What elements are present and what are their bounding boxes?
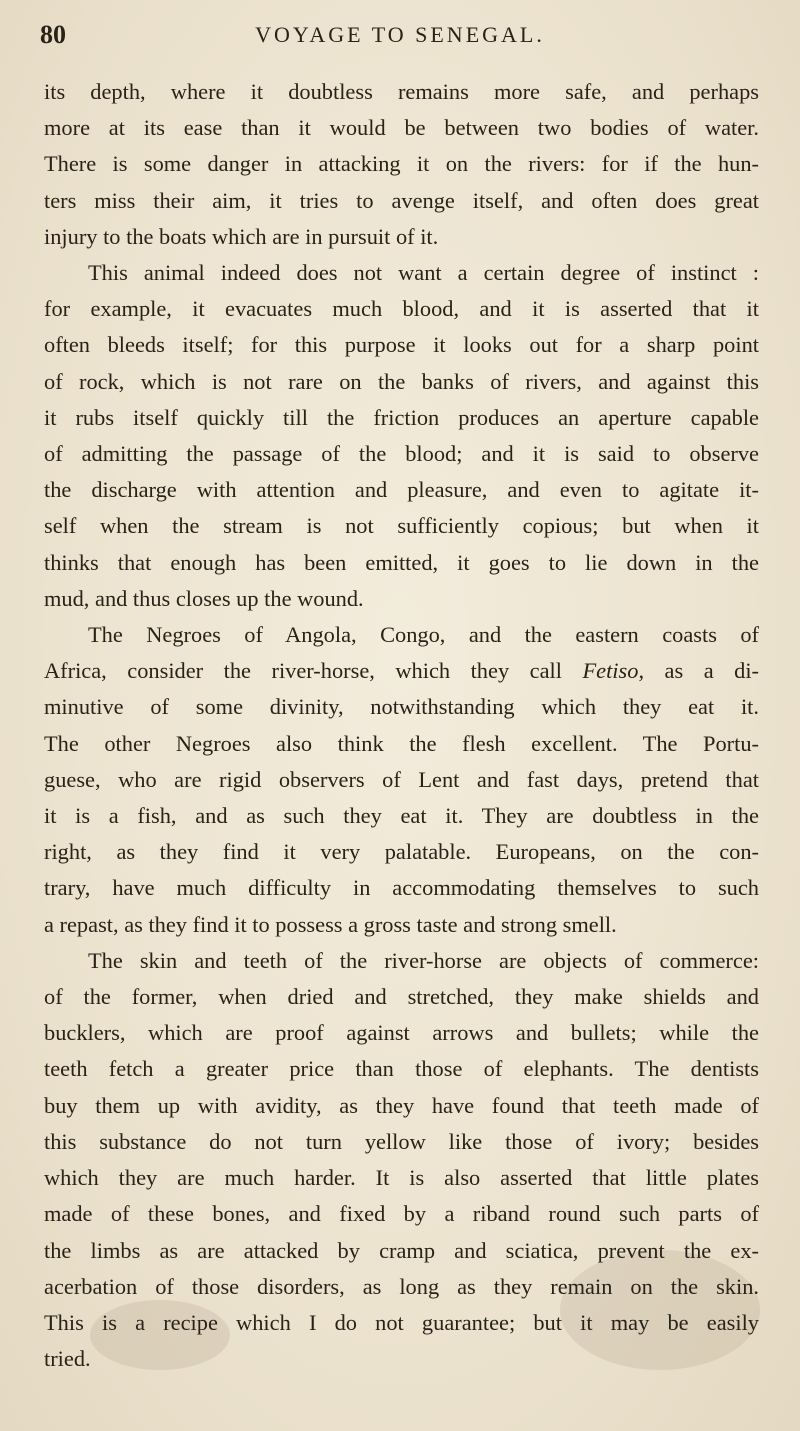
- running-title: VOYAGE TO SENEGAL.: [255, 22, 545, 47]
- text-line: teeth fetch a greater price than those of elephants. The dentists: [44, 1056, 759, 1082]
- text-line: the discharge with attention and pleasure, and even to agitate it-: [44, 477, 759, 503]
- text-line: There is some danger in attacking it on the rivers: for if the hun-: [44, 151, 759, 177]
- text-line: minutive of some divinity, notwithstanding which they eat it.: [44, 694, 759, 720]
- text-line: The Negroes of Angola, Congo, and the eastern coasts of: [88, 622, 759, 648]
- text-line: it is a fish, and as such they eat it. They are doubtless in the: [44, 803, 759, 829]
- text-line: acerbation of those disorders, as long as they remain on the skin.: [44, 1273, 759, 1299]
- text-line: ters miss their aim, it tries to avenge itself, and often does great: [44, 187, 759, 213]
- text-line: of admitting the passage of the blood; and it is said to observe: [44, 441, 759, 467]
- text-line: tried.: [44, 1346, 91, 1372]
- text-line: mud, and thus closes up the wound.: [44, 585, 364, 611]
- text-line: right, as they find it very palatable. Europeans, on the con-: [44, 839, 759, 865]
- text-line: guese, who are rigid observers of Lent and fast days, pretend that: [44, 766, 759, 792]
- text-line: This is a recipe which I do not guarantee; but it may be easily: [44, 1309, 759, 1335]
- text-line: buy them up with avidity, as they have found that teeth made of: [44, 1092, 759, 1118]
- paragraph: [44, 943, 759, 1377]
- page-number: 80: [40, 20, 66, 49]
- text-line: trary, have much difficulty in accommodating themselves to such: [44, 875, 759, 901]
- text-line: This animal indeed does not want a certain degree of instinct :: [88, 260, 759, 286]
- paragraph: [44, 617, 759, 943]
- text-line: it rubs itself quickly till the friction produces an aperture capable: [44, 404, 759, 430]
- text-line: for example, it evacuates much blood, and it is asserted that it: [44, 296, 759, 322]
- text-line: often bleeds itself; for this purpose it looks out for a sharp point: [44, 332, 759, 358]
- text-line: The other Negroes also think the flesh excellent. The Portu-: [44, 730, 759, 756]
- text-line: which they are much harder. It is also asserted that little plates: [44, 1165, 759, 1191]
- text-line: thinks that enough has been emitted, it goes to lie down in the: [44, 549, 759, 575]
- paragraph: [44, 255, 759, 617]
- running-head: [40, 14, 760, 54]
- text-line: more at its ease than it would be between two bodies of water.: [44, 115, 759, 141]
- text-line: of the former, when dried and stretched, they make shields and: [44, 984, 759, 1010]
- text-line: made of these bones, and fixed by a riband round such parts of: [44, 1201, 759, 1227]
- text-line: injury to the boats which are in pursuit of it.: [44, 223, 439, 249]
- text-line: self when the stream is not sufficiently copious; but when it: [44, 513, 759, 539]
- text-line: the limbs as are attacked by cramp and sciatica, prevent the ex-: [44, 1237, 759, 1263]
- text-line: of rock, which is not rare on the banks of rivers, and against this: [44, 368, 759, 394]
- text-line: its depth, where it doubtless remains more safe, and perhaps: [44, 79, 759, 104]
- text-line: a repast, as they find it to possess a gross taste and strong smell.: [44, 911, 617, 937]
- text-line: this substance do not turn yellow like those of ivory; besides: [44, 1128, 759, 1154]
- paragraph: [44, 74, 759, 255]
- body-text: [44, 74, 759, 1377]
- text-line: bucklers, which are proof against arrows and bullets; while the: [44, 1020, 759, 1046]
- text-line: The skin and teeth of the river-horse are objects of commerce:: [88, 947, 759, 973]
- text-line: Africa, consider the river-horse, which they call Fetiso, as a di-: [44, 658, 760, 684]
